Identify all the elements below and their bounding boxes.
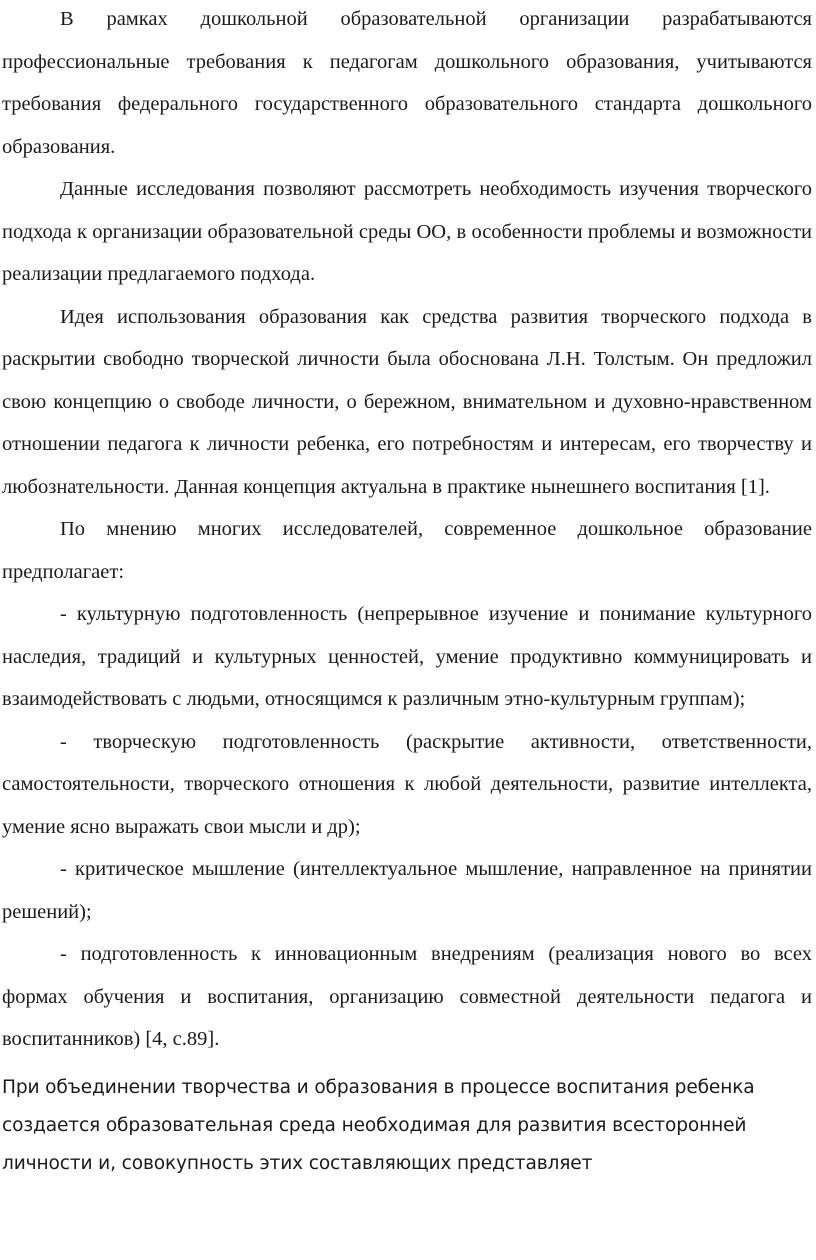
paragraph-3: Идея использования образования как средства развития творческого подхода в раскрытии свободно творческой личности была обоснована Л.Н. Толстым. Он предложил свою концепцию о свободе личности, о бережном, внимательном и духовно-нравственном отношении педагога к личности ребенка, его потребностям и интересам, его творчеству и любознательности. Данная концепция актуальна в практике нынешнего воспитания [1].	[2, 305, 812, 498]
list-item-cultural-readiness: - культурную подготовленность (непрерывное изучение и понимание культурного наследия, традиций и культурных ценностей, умение продуктивно коммуницировать и взаимодействовать с людьми, относящимся к различным этно-культурным группам);	[2, 603, 812, 710]
closing-paragraph: При объединении творчества и образования в процессе воспитания ребенка создается образовательная среда необходимая для развития всесторонней личности и, совокупность этих составляющих представляет	[2, 1076, 755, 1174]
list-item-creative-readiness: - творческую подготовленность (раскрытие активности, ответственности, самостоятельности, творческого отношения к любой деятельности, развитие интеллекта, умение ясно выражать свои мысли и др);	[2, 730, 812, 838]
list-item-critical-thinking: - критическое мышление (интеллектуальное мышление, направленное на принятии решений);	[2, 858, 812, 923]
paragraph-1: В рамках дошкольной образовательной организации разрабатываются профессиональные требования к педагогам дошкольного образования, учитываются требования федерального государственного образовательного стандарта дошкольного образования.	[2, 8, 812, 158]
list-item-innovation-readiness: - подготовленность к инновационным внедрениям (реализация нового во всех формах обучения и воспитания, организацию совместной деятельности педагога и воспитанников) [4, с.89].	[2, 943, 812, 1050]
paragraph-2: Данные исследования позволяют рассмотреть необходимость изучения творческого подхода к организации образовательной среды ОО, в особенности проблемы и возможности реализации предлагаемого подхода.	[2, 178, 812, 285]
paragraph-4: По мнению многих исследователей, современное дошкольное образование предполагает:	[2, 518, 812, 583]
